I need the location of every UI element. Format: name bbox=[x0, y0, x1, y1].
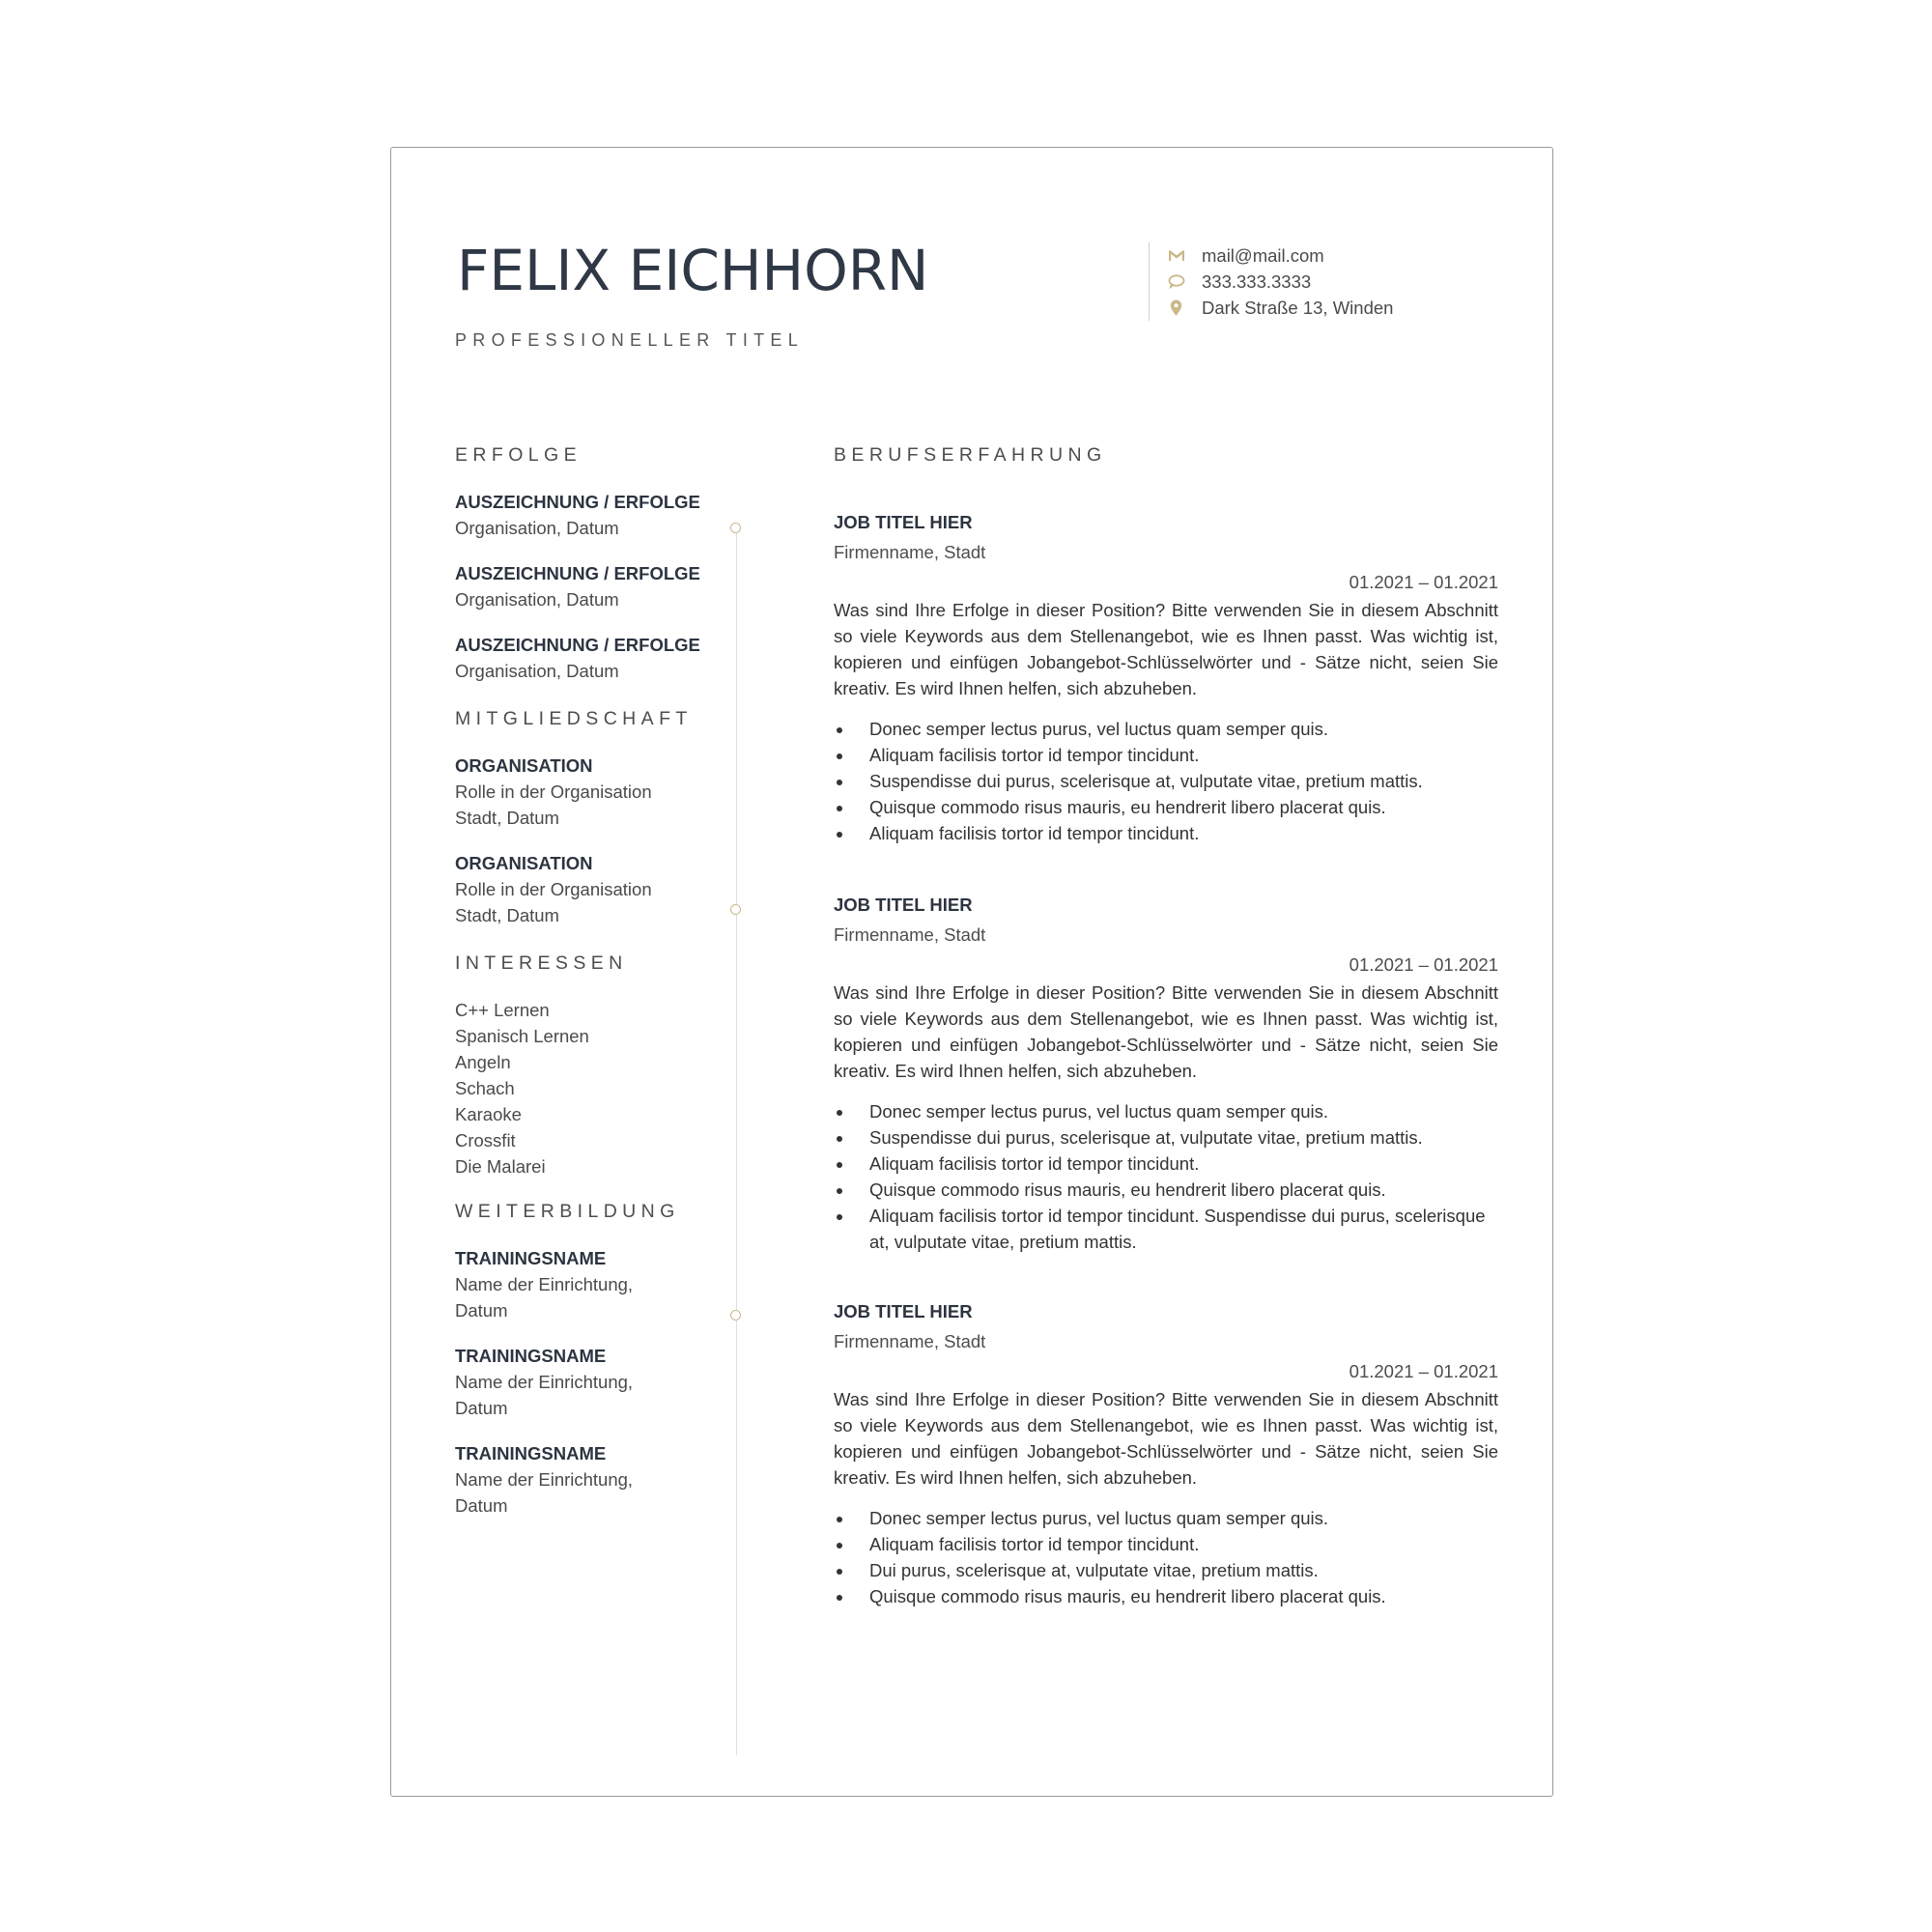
timeline-dot bbox=[730, 1310, 741, 1321]
membership-title: ORGANISATION bbox=[455, 755, 593, 776]
achievement-org: Organisation, Datum bbox=[455, 518, 619, 538]
contact-phone-row bbox=[1167, 269, 1393, 295]
job-bullet: Aliquam facilisis tortor id tempor tincidunt. Suspendisse dui purus, scelerisque at, vulputate vitae, pretium mattis. bbox=[834, 1203, 1498, 1255]
interest-item: Crossfit bbox=[455, 1130, 516, 1151]
membership-role: Rolle in der Organisation bbox=[455, 879, 652, 899]
job-bullet: Donec semper lectus purus, vel luctus quam semper quis. bbox=[834, 716, 1498, 742]
membership-place: Stadt, Datum bbox=[455, 808, 559, 828]
interest-item: Die Malarei bbox=[455, 1156, 546, 1177]
interest-item: Karaoke bbox=[455, 1104, 522, 1124]
job-entry bbox=[834, 507, 1498, 846]
membership-title: ORGANISATION bbox=[455, 853, 593, 873]
job-company: Firmenname, Stadt bbox=[834, 924, 986, 945]
achievement-item bbox=[455, 489, 745, 541]
contact-email[interactable]: mail@mail.com bbox=[1202, 244, 1324, 266]
job-title: JOB TITEL HIER bbox=[834, 1301, 973, 1321]
job-bullet: Suspendisse dui purus, scelerisque at, vulputate vitae, pretium mattis. bbox=[834, 1124, 1498, 1151]
achievement-item bbox=[455, 632, 745, 684]
chat-bubble-icon bbox=[1167, 272, 1185, 291]
job-bullet: Suspendisse dui purus, scelerisque at, vulputate vitae, pretium mattis. bbox=[834, 768, 1498, 794]
professional-title: PROFESSIONELLER TITEL bbox=[455, 330, 805, 350]
resume-page bbox=[390, 147, 1553, 1797]
job-bullet: Dui purus, scelerisque at, vulputate vitae, pretium mattis. bbox=[834, 1557, 1498, 1583]
interests-list bbox=[455, 997, 745, 1179]
interest-item: Spanisch Lernen bbox=[455, 1026, 589, 1046]
contact-address-row bbox=[1167, 295, 1393, 321]
job-bullets bbox=[834, 1505, 1498, 1609]
mail-icon bbox=[1167, 246, 1185, 265]
job-bullet: Quisque commodo risus mauris, eu hendrerit libero placerat quis. bbox=[834, 1583, 1498, 1609]
interest-item: Schach bbox=[455, 1078, 515, 1098]
membership-item bbox=[455, 850, 745, 928]
job-company: Firmenname, Stadt bbox=[834, 542, 986, 562]
job-description: Was sind Ihre Erfolge in dieser Position? Bitte verwenden Sie in diesem Abschnitt so viele Keywords aus dem Stellenangebot, wie es Ihnen passt. Was wichtig ist, kopieren und einfügen Jobangebot-Schlüsselwörter und - Sätze nicht, seien Sie kreativ. Es wird Ihnen helfen, sich abzuheben. bbox=[834, 600, 1498, 698]
achievement-org: Organisation, Datum bbox=[455, 661, 619, 681]
achievements-heading: ERFOLGE bbox=[455, 444, 582, 466]
job-bullet: Donec semper lectus purus, vel luctus quam semper quis. bbox=[834, 1098, 1498, 1124]
location-pin-icon bbox=[1167, 298, 1185, 317]
job-bullet: Aliquam facilisis tortor id tempor tincidunt. bbox=[834, 820, 1498, 846]
resume-name: FELIX EICHHORN bbox=[457, 238, 929, 303]
job-bullet: Quisque commodo risus mauris, eu hendrerit libero placerat quis. bbox=[834, 1177, 1498, 1203]
interest-item: C++ Lernen bbox=[455, 1000, 550, 1020]
training-item bbox=[455, 1440, 745, 1519]
training-institution: Name der Einrichtung, bbox=[455, 1372, 634, 1392]
job-title: JOB TITEL HIER bbox=[834, 512, 973, 532]
membership-item bbox=[455, 753, 745, 831]
timeline-line bbox=[736, 528, 737, 1755]
membership-place: Stadt, Datum bbox=[455, 905, 559, 925]
contact-block bbox=[1149, 242, 1393, 321]
training-title: TRAININGSNAME bbox=[455, 1346, 607, 1366]
job-entry bbox=[834, 1296, 1498, 1609]
experience-heading: BERUFSERFAHRUNG bbox=[834, 444, 1107, 466]
training-heading: WEITERBILDUNG bbox=[455, 1201, 680, 1222]
job-bullet: Aliquam facilisis tortor id tempor tincidunt. bbox=[834, 1531, 1498, 1557]
job-bullet: Donec semper lectus purus, vel luctus quam semper quis. bbox=[834, 1505, 1498, 1531]
job-company: Firmenname, Stadt bbox=[834, 1331, 986, 1351]
job-dates: 01.2021 – 01.2021 bbox=[1349, 1361, 1498, 1381]
interests-heading: INTERESSEN bbox=[455, 952, 628, 974]
timeline-dot bbox=[730, 523, 741, 533]
interest-item: Angeln bbox=[455, 1052, 511, 1072]
job-bullet: Aliquam facilisis tortor id tempor tincidunt. bbox=[834, 742, 1498, 768]
training-title: TRAININGSNAME bbox=[455, 1248, 607, 1268]
training-institution: Name der Einrichtung, bbox=[455, 1274, 634, 1294]
training-title: TRAININGSNAME bbox=[455, 1443, 607, 1463]
job-description: Was sind Ihre Erfolge in dieser Position? Bitte verwenden Sie in diesem Abschnitt so viele Keywords aus dem Stellenangebot, wie es Ihnen passt. Was wichtig ist, kopieren und einfügen Jobangebot-Schlüsselwörter und - Sätze nicht, seien Sie kreativ. Es wird Ihnen helfen, sich abzuheben. bbox=[834, 982, 1498, 1081]
training-item bbox=[455, 1343, 745, 1421]
training-date: Datum bbox=[455, 1300, 508, 1321]
job-dates: 01.2021 – 01.2021 bbox=[1349, 954, 1498, 975]
training-date: Datum bbox=[455, 1398, 508, 1418]
achievement-title: AUSZEICHNUNG / ERFOLGE bbox=[455, 635, 700, 655]
timeline-dot bbox=[730, 904, 741, 915]
job-bullet: Aliquam facilisis tortor id tempor tincidunt. bbox=[834, 1151, 1498, 1177]
job-dates: 01.2021 – 01.2021 bbox=[1349, 572, 1498, 592]
job-bullet: Quisque commodo risus mauris, eu hendrerit libero placerat quis. bbox=[834, 794, 1498, 820]
contact-address: Dark Straße 13, Winden bbox=[1202, 297, 1394, 318]
job-description: Was sind Ihre Erfolge in dieser Position? Bitte verwenden Sie in diesem Abschnitt so viele Keywords aus dem Stellenangebot, wie es Ihnen passt. Was wichtig ist, kopieren und einfügen Jobangebot-Schlüsselwörter und - Sätze nicht, seien Sie kreativ. Es wird Ihnen helfen, sich abzuheben. bbox=[834, 1389, 1498, 1488]
achievement-org: Organisation, Datum bbox=[455, 589, 619, 610]
achievement-title: AUSZEICHNUNG / ERFOLGE bbox=[455, 563, 700, 583]
contact-email-row bbox=[1167, 242, 1393, 269]
contact-phone[interactable]: 333.333.3333 bbox=[1202, 270, 1312, 292]
membership-role: Rolle in der Organisation bbox=[455, 781, 652, 802]
achievement-item bbox=[455, 560, 745, 612]
achievement-title: AUSZEICHNUNG / ERFOLGE bbox=[455, 492, 700, 512]
job-title: JOB TITEL HIER bbox=[834, 895, 973, 915]
job-bullets bbox=[834, 716, 1498, 846]
membership-heading: MITGLIEDSCHAFT bbox=[455, 708, 693, 729]
training-item bbox=[455, 1245, 745, 1323]
job-entry bbox=[834, 890, 1498, 1255]
job-bullets bbox=[834, 1098, 1498, 1255]
training-date: Datum bbox=[455, 1495, 508, 1516]
training-institution: Name der Einrichtung, bbox=[455, 1469, 634, 1490]
